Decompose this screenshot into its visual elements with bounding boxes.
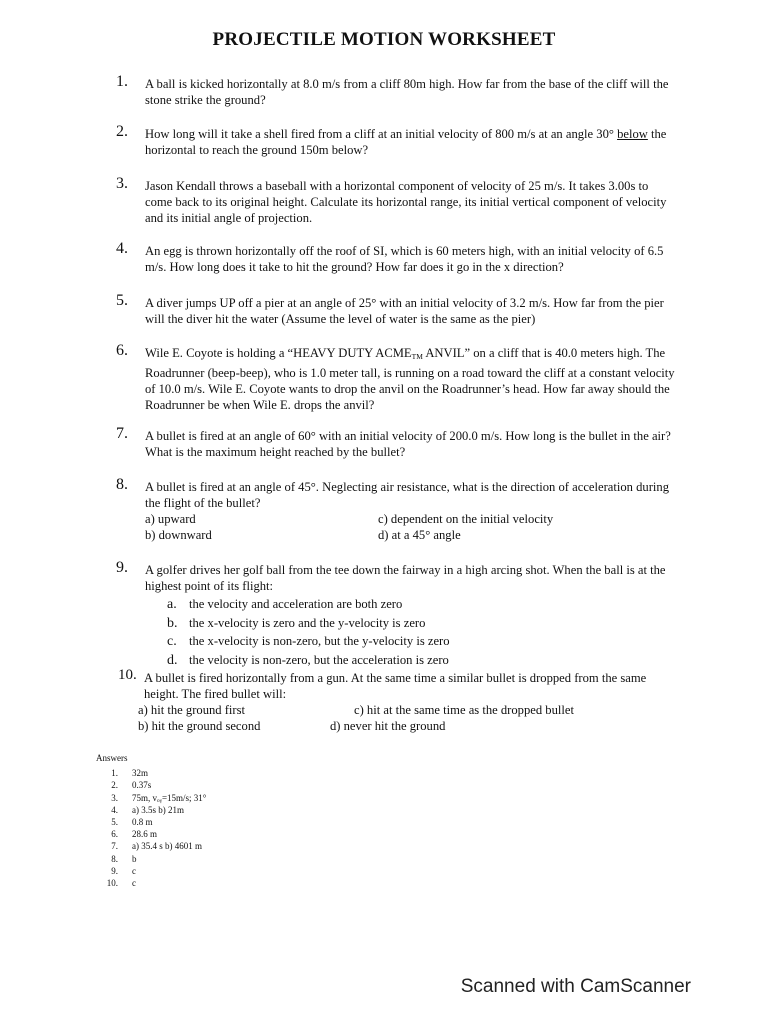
option-c bbox=[167, 632, 676, 651]
option-letter: d. bbox=[167, 652, 178, 668]
option-text: the velocity and acceleration are both zero bbox=[189, 597, 403, 611]
question-text: A bullet is fired at an angle of 60° with an initial velocity of 200.0 m/s. How long is the bullet in the air? What is the maximum height reached by the bullet? bbox=[145, 429, 671, 459]
option-letter: c. bbox=[167, 634, 177, 649]
answer-key-heading: Answers bbox=[96, 753, 128, 763]
option-b: b) hit the ground second bbox=[138, 719, 261, 733]
answer-row: 10. c bbox=[106, 878, 136, 889]
option-a bbox=[167, 595, 676, 614]
question-number: 2. bbox=[116, 123, 128, 140]
answer-row: 3. 75m, vₒᵧ=15m/s; 31° bbox=[111, 792, 207, 803]
question-number: 9. bbox=[116, 559, 128, 576]
page-title: PROJECTILE MOTION WORKSHEET bbox=[212, 29, 556, 50]
option-a: a) hit the ground first bbox=[138, 703, 246, 717]
question-text: Jason Kendall throws a baseball with a horizontal component of velocity of 25 m/s. It takes 3.00s to come back to its original height. Calculate its horizontal range, its initial vertical component of velocity and its initial angle of projection. bbox=[145, 179, 667, 225]
question-4 bbox=[116, 240, 676, 275]
option-d: d) at a 45° angle bbox=[378, 528, 461, 542]
question-1 bbox=[116, 73, 676, 108]
question-text: An egg is thrown horizontally off the roof of SI, which is 60 meters high, with an initial velocity of 6.5 m/s. How long does it take to hit the ground? How far does it go in the x direction? bbox=[145, 244, 664, 274]
answer-row: 2. 0.37s bbox=[111, 780, 152, 791]
question-text: A bullet is fired at an angle of 45°. Neglecting air resistance, what is the direction of acceleration during the flight of the bullet? bbox=[145, 480, 669, 510]
question-text: Wile E. Coyote is holding a “HEAVY DUTY $ACME_{TM}$ ANVIL” on a cliff that is 40.0 meters high. The Roadrunner (beep-beep), who is 1.0 meter tall, is running on a road toward the cliff at a constant velocity of 10.0 m/s. Wile E. Coyote wants to drop the anvil on the Roadrunner’s head. How far away should the Roadrunner be when Wile E. drops the anvil? bbox=[145, 346, 675, 412]
answer-row: 9. c bbox=[111, 865, 136, 876]
option-text: the x-velocity is zero and the y-velocity is zero bbox=[189, 615, 426, 630]
option-c: c) hit at the same time as the dropped bullet bbox=[354, 703, 574, 717]
question-2 bbox=[116, 123, 676, 158]
option-c: c) dependent on the initial velocity bbox=[378, 512, 554, 526]
question-text: A diver jumps UP off a pier at an angle of 25° with an initial velocity of 3.2 m/s. How far from the pier will the diver hit the water (Assume the level of water is the same as the pier) bbox=[145, 296, 664, 326]
answer-row: 4. a) 3.5s b) 21m bbox=[111, 804, 184, 815]
underlined-word: below bbox=[617, 127, 648, 141]
question-number: 10. bbox=[118, 667, 137, 683]
answer-options bbox=[138, 702, 676, 734]
option-d: d) never hit the ground bbox=[330, 719, 446, 733]
question-number: 6. bbox=[116, 342, 128, 359]
answer-options bbox=[145, 511, 676, 543]
question-7 bbox=[116, 425, 676, 460]
option-letter: b. bbox=[167, 615, 178, 631]
option-d bbox=[167, 651, 676, 670]
question-text: A bullet is fired horizontally from a gun. At the same time a similar bullet is dropped from the same height. The fired bullet will: bbox=[144, 671, 647, 701]
answer-row: 5. 0.8 m bbox=[111, 817, 153, 828]
option-b bbox=[167, 614, 676, 633]
option-a: a) upward bbox=[145, 512, 196, 526]
answer-key bbox=[96, 752, 206, 889]
trademark-subscript: TM bbox=[411, 352, 423, 361]
question-8 bbox=[116, 476, 676, 543]
question-number: 7. bbox=[116, 425, 128, 442]
option-letter: a. bbox=[167, 597, 177, 612]
answer-row: 8. b bbox=[111, 853, 137, 864]
camscanner-watermark: Scanned with CamScanner bbox=[460, 976, 691, 997]
answer-row: 7. a) 35.4 s b) 4601 m bbox=[111, 841, 202, 852]
question-6 bbox=[116, 342, 676, 413]
question-5 bbox=[116, 292, 676, 327]
question-3 bbox=[116, 175, 676, 226]
answer-row: 1. 32m bbox=[111, 768, 149, 779]
answer-row: 6. 28.6 m bbox=[111, 829, 158, 840]
question-number: 1. bbox=[116, 73, 128, 90]
question-number: 4. bbox=[116, 240, 128, 257]
question-text: How long will it take a shell fired from a cliff at an initial velocity of 800 m/s at an angle 30° below the horizontal to reach the ground 150m below? bbox=[145, 127, 667, 157]
question-number: 3. bbox=[116, 175, 128, 192]
question-10 bbox=[116, 667, 676, 734]
question-number: 8. bbox=[116, 476, 128, 493]
question-text: A ball is kicked horizontally at 8.0 m/s from a cliff 80m high. How far from the base of the cliff will the stone strike the ground? bbox=[145, 77, 669, 107]
option-text: the x-velocity is non-zero, but the y-velocity is zero bbox=[189, 634, 450, 648]
question-9 bbox=[116, 559, 676, 669]
answer-options bbox=[167, 595, 676, 669]
option-text: the velocity is non-zero, but the acceleration is zero bbox=[189, 652, 449, 667]
question-text: A golfer drives her golf ball from the tee down the fairway in a high arcing shot. When the ball is at the highest point of its flight: bbox=[145, 563, 666, 593]
question-number: 5. bbox=[116, 292, 128, 309]
option-b: b) downward bbox=[145, 528, 212, 542]
